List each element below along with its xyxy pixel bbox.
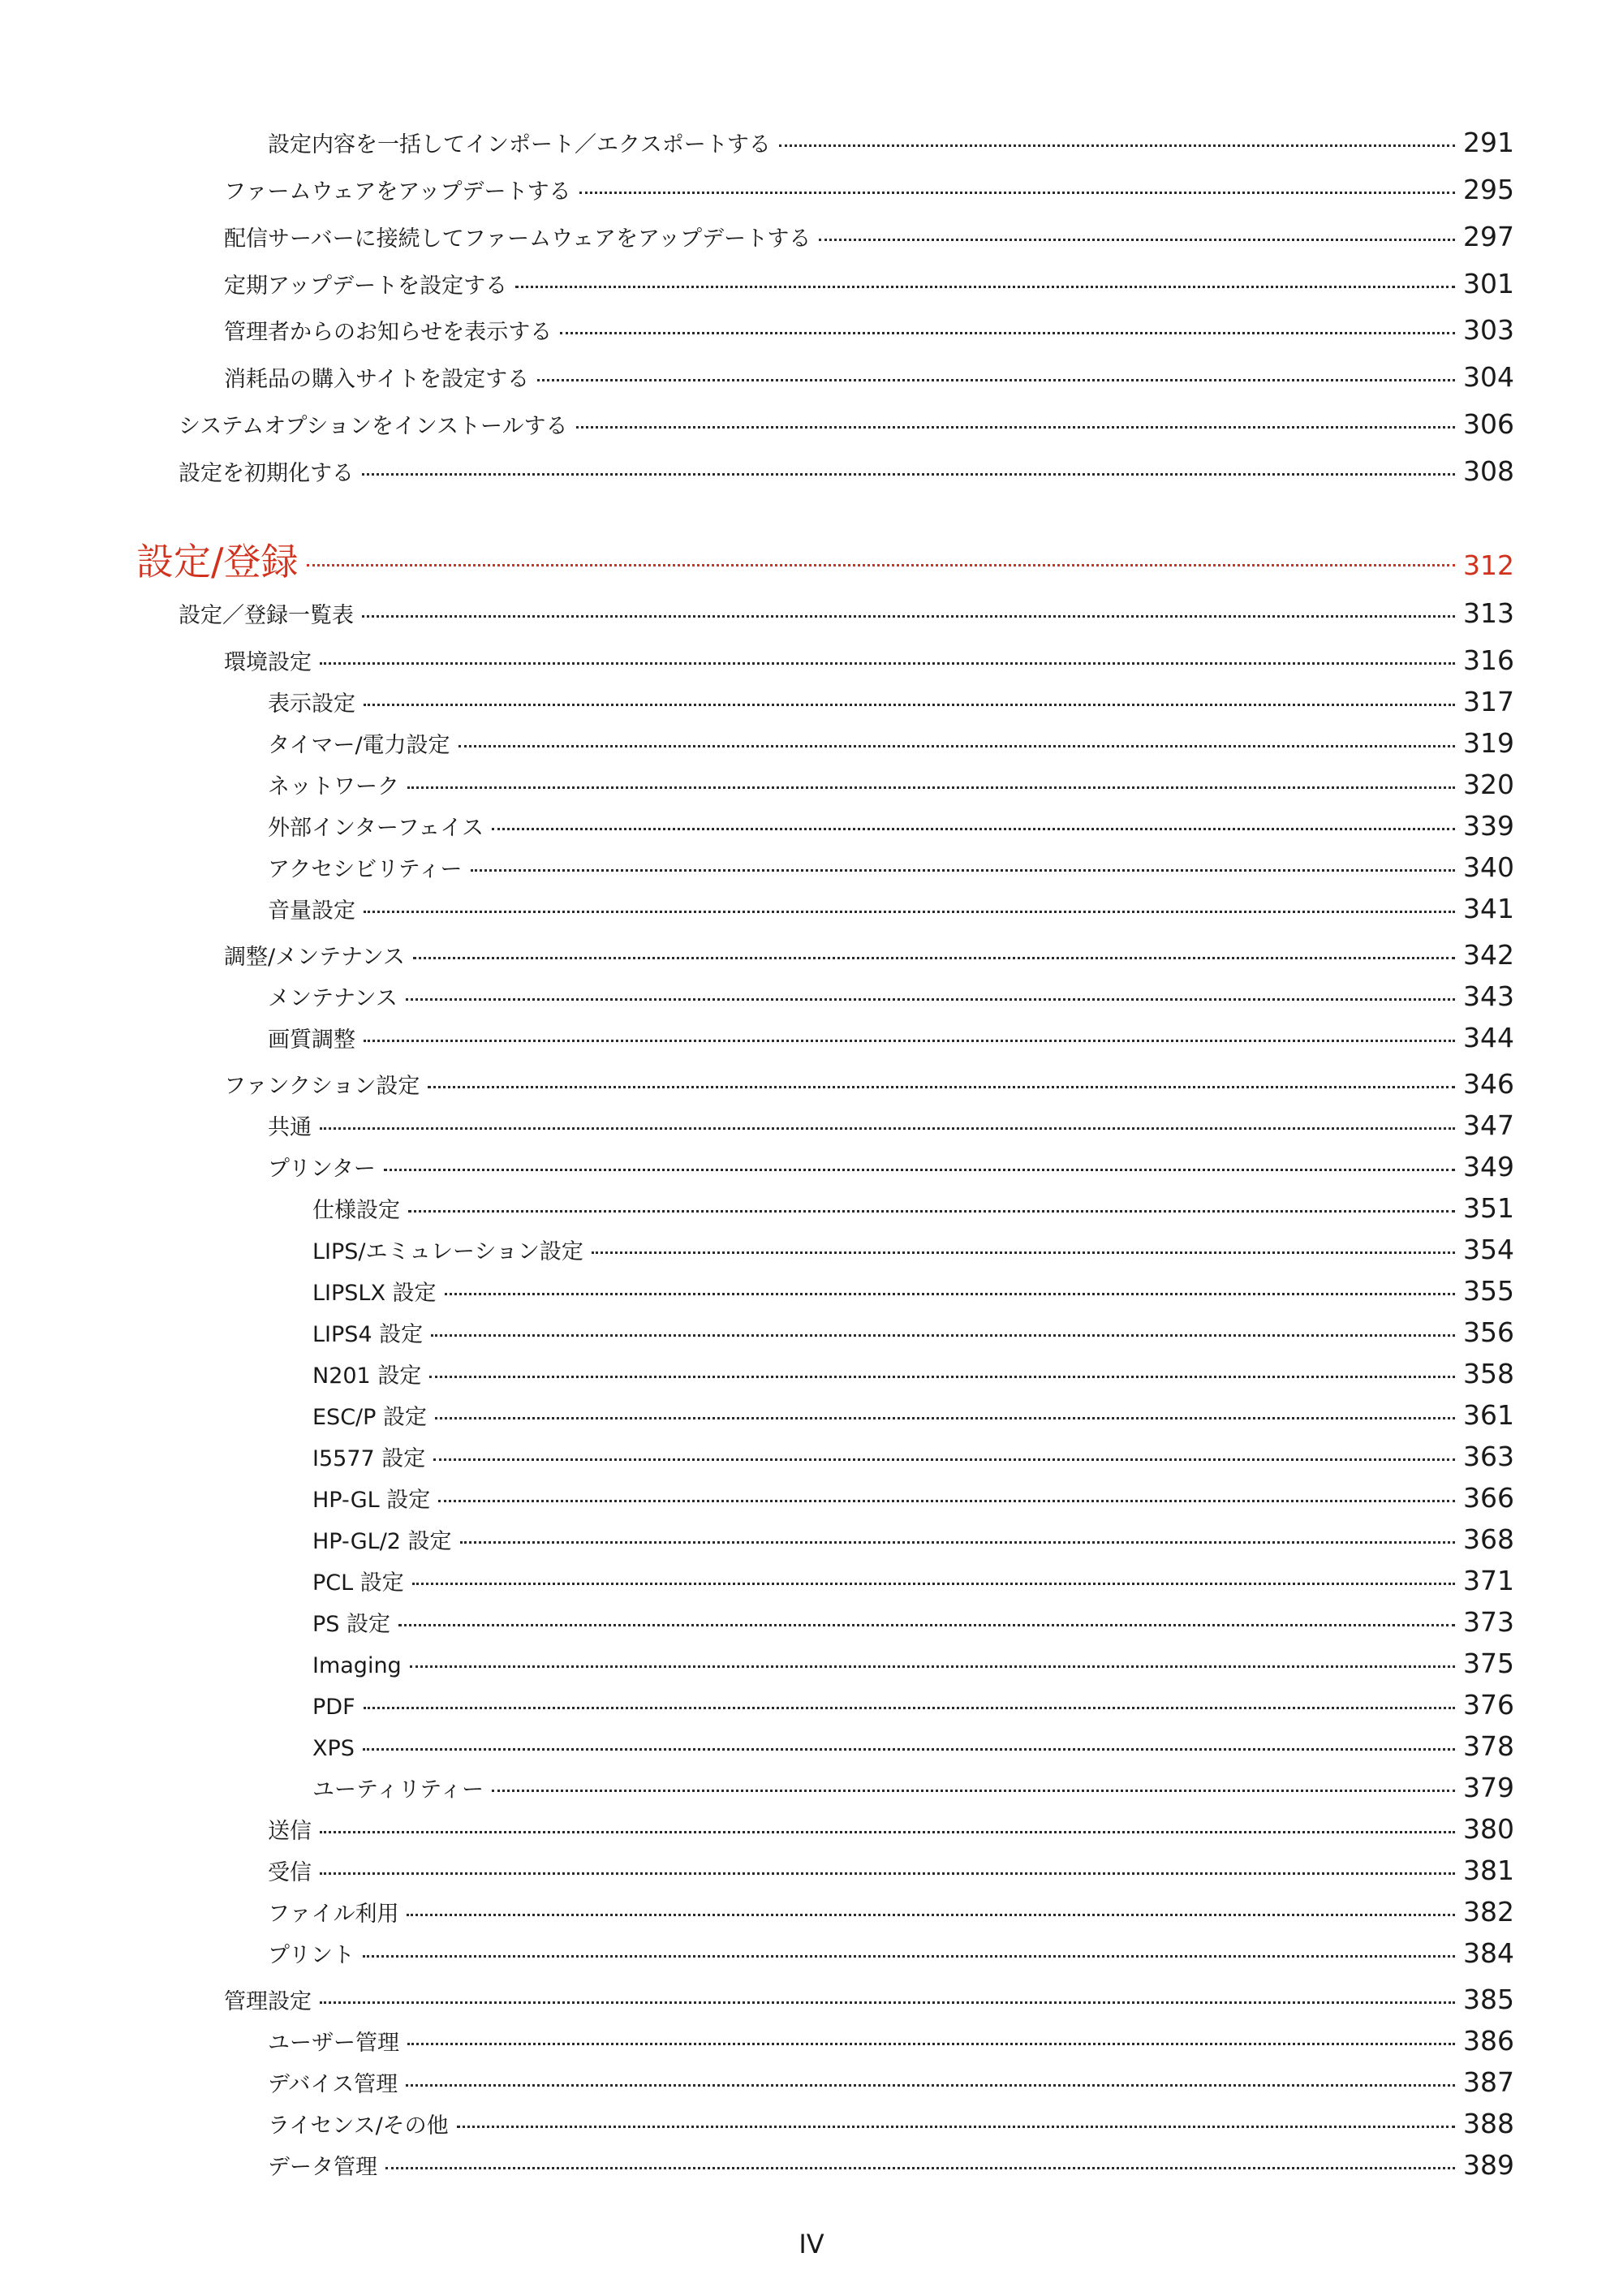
toc-entry[interactable] — [268, 769, 1514, 800]
toc-entry-page: 351 — [1463, 1192, 1514, 1224]
toc-entry-page: 304 — [1463, 361, 1514, 393]
toc-entry-title: ファームウェアをアップデートする — [224, 179, 571, 205]
toc-entry-page: 354 — [1463, 1234, 1514, 1265]
toc-entry[interactable] — [312, 1441, 1514, 1472]
toc-entry-title: プリント — [268, 1943, 355, 1968]
toc-entry-page: 389 — [1463, 2149, 1514, 2181]
toc-entry[interactable] — [268, 893, 1514, 924]
dot-leader — [779, 144, 1455, 147]
toc-entry[interactable] — [224, 314, 1514, 346]
toc-entry-page: 358 — [1463, 1358, 1514, 1389]
toc-entry-page: 317 — [1463, 686, 1514, 717]
toc-entry[interactable] — [312, 1648, 1514, 1679]
dot-leader — [364, 704, 1455, 706]
toc-entry-page: 343 — [1463, 980, 1514, 1012]
dot-leader — [579, 192, 1455, 194]
chapter-page: 312 — [1463, 549, 1514, 581]
toc-entry-page: 340 — [1463, 851, 1514, 883]
toc-entry-title: HP-GL/2 設定 — [312, 1529, 452, 1554]
toc-entry-title: 画質調整 — [268, 1027, 355, 1053]
toc-entry-title: PS 設定 — [312, 1612, 391, 1637]
toc-entry[interactable] — [224, 1068, 1514, 1100]
toc-entry[interactable] — [224, 221, 1514, 252]
toc-entry[interactable] — [224, 361, 1514, 393]
dot-leader — [362, 473, 1455, 476]
toc-entry[interactable] — [268, 980, 1514, 1012]
toc-entry-page: 313 — [1463, 597, 1514, 629]
toc-entry-title: LIPS/エミュレーション設定 — [312, 1239, 583, 1264]
toc-entry[interactable] — [312, 1234, 1514, 1265]
dot-leader — [560, 332, 1455, 334]
toc-entry-title: 配信サーバーに接続してファームウェアをアップデートする — [224, 226, 812, 252]
toc-entry[interactable] — [268, 1151, 1514, 1182]
dot-leader — [457, 2126, 1455, 2128]
toc-entry-title: 定期アップデートを設定する — [224, 274, 508, 299]
toc-entry-page: 291 — [1463, 127, 1514, 158]
toc-entry[interactable] — [268, 2149, 1514, 2181]
dot-leader — [320, 2001, 1455, 2004]
toc-entry-page: 380 — [1463, 1813, 1514, 1845]
toc-entry-page: 387 — [1463, 2066, 1514, 2098]
toc-entry-title: 環境設定 — [224, 650, 312, 675]
toc-entry[interactable] — [268, 1109, 1514, 1141]
dot-leader — [408, 1210, 1455, 1213]
dot-leader — [438, 1500, 1455, 1502]
toc-entry[interactable] — [312, 1399, 1514, 1431]
toc-entry[interactable] — [312, 1316, 1514, 1348]
toc-entry-title: ESC/P 設定 — [312, 1405, 428, 1430]
dot-leader — [537, 379, 1455, 381]
dot-leader — [471, 869, 1456, 872]
toc-entry-page: 320 — [1463, 769, 1514, 800]
toc-entry-page: 371 — [1463, 1565, 1514, 1596]
toc-entry-page: 297 — [1463, 221, 1514, 252]
dot-leader — [819, 239, 1455, 241]
toc-entry[interactable] — [312, 1482, 1514, 1514]
toc-entry[interactable] — [268, 1896, 1514, 1928]
toc-entry[interactable] — [312, 1606, 1514, 1638]
dot-leader — [431, 1334, 1455, 1337]
toc-entry-title: ライセンス/その他 — [268, 2113, 449, 2139]
toc-entry-page: 295 — [1463, 174, 1514, 205]
dot-leader — [307, 564, 1456, 566]
dot-leader — [515, 286, 1455, 288]
toc-entry-page: 375 — [1463, 1648, 1514, 1679]
toc-entry-title: 送信 — [268, 1819, 312, 1844]
toc-entry-title: 表示設定 — [268, 691, 355, 717]
dot-leader — [576, 426, 1455, 429]
toc-entry-page: 385 — [1463, 1984, 1514, 2015]
dot-leader — [398, 1624, 1455, 1626]
toc-entry[interactable] — [268, 810, 1514, 842]
toc-entry[interactable] — [312, 1772, 1514, 1803]
toc-entry-title: アクセシビリティー — [268, 857, 463, 882]
toc-entry-title: 管理者からのお知らせを表示する — [224, 320, 553, 345]
dot-leader — [406, 2084, 1455, 2087]
toc-entry-title: 設定内容を一括してインポート／エクスポートする — [268, 132, 771, 157]
toc-entry-page: 341 — [1463, 893, 1514, 924]
toc-entry[interactable] — [268, 1813, 1514, 1845]
toc-entry-page: 319 — [1463, 727, 1514, 759]
toc-entry[interactable] — [224, 1984, 1514, 2015]
toc-entry-title: ユーティリティー — [312, 1777, 484, 1803]
toc-entry-title: ファンクション設定 — [224, 1074, 420, 1099]
toc-chapter-heading[interactable] — [136, 532, 1514, 586]
toc-entry-title: XPS — [312, 1736, 355, 1761]
toc-entry-title: PDF — [312, 1695, 355, 1720]
toc-entry-page: 316 — [1463, 644, 1514, 676]
toc-entry-page: 384 — [1463, 1937, 1514, 1969]
dot-leader — [385, 2167, 1455, 2169]
toc-entry-page: 355 — [1463, 1275, 1514, 1307]
toc-entry-title: N201 設定 — [312, 1363, 422, 1389]
toc-entry[interactable] — [312, 1565, 1514, 1596]
toc-entry-title: 共通 — [268, 1115, 312, 1140]
toc-entry[interactable] — [224, 644, 1514, 676]
dot-leader — [363, 1955, 1455, 1958]
dot-leader — [435, 1417, 1455, 1419]
toc-entry-page: 379 — [1463, 1772, 1514, 1803]
toc-entry[interactable] — [268, 1854, 1514, 1886]
toc-entry-title: 設定／登録一覧表 — [179, 603, 354, 628]
dot-leader — [363, 1748, 1455, 1751]
toc-entry[interactable] — [312, 1730, 1514, 1762]
toc-entry-title: LIPS4 設定 — [312, 1322, 424, 1347]
toc-entry-title: 調整/メンテナンス — [224, 945, 405, 970]
toc-entry[interactable] — [268, 1022, 1514, 1053]
toc-entry-title: 設定を初期化する — [179, 461, 354, 486]
toc-entry-page: 388 — [1463, 2108, 1514, 2139]
toc-entry[interactable] — [312, 1523, 1514, 1555]
toc-entry-title: 管理設定 — [224, 1989, 312, 2014]
dot-leader — [413, 957, 1455, 959]
toc-entry-page: 301 — [1463, 268, 1514, 299]
dot-leader — [384, 1169, 1455, 1171]
toc-entry[interactable] — [268, 851, 1514, 883]
toc-entry-title: システムオプションをインストールする — [179, 414, 568, 439]
dot-leader — [458, 745, 1455, 747]
toc-entry-title: デバイス管理 — [268, 2072, 398, 2097]
toc-entry[interactable] — [179, 455, 1514, 487]
toc-entry-title: 受信 — [268, 1860, 312, 1885]
dot-leader — [592, 1251, 1455, 1254]
toc-entry[interactable] — [268, 1937, 1514, 1969]
toc-entry-page: 347 — [1463, 1109, 1514, 1141]
toc-entry-page: 303 — [1463, 314, 1514, 346]
dot-leader — [428, 1086, 1455, 1088]
dot-leader — [410, 1665, 1455, 1668]
toc-entry[interactable] — [268, 127, 1514, 158]
chapter-title: 設定/登録 — [136, 540, 299, 584]
toc-entry[interactable] — [312, 1689, 1514, 1721]
toc-entry-title: データ管理 — [268, 2155, 377, 2180]
toc-entry-page: 378 — [1463, 1730, 1514, 1762]
toc-entry-page: 339 — [1463, 810, 1514, 842]
toc-entry-page: 346 — [1463, 1068, 1514, 1100]
dot-leader — [407, 1914, 1455, 1916]
toc-entry-page: 363 — [1463, 1441, 1514, 1472]
toc-entry-title: 消耗品の購入サイトを設定する — [224, 367, 530, 392]
toc-entry-title: 外部インターフェイス — [268, 816, 484, 841]
toc-entry[interactable] — [224, 268, 1514, 299]
toc-entry-page: 306 — [1463, 408, 1514, 440]
dot-leader — [433, 1458, 1455, 1461]
dot-leader — [320, 662, 1455, 665]
toc-entry-page: 361 — [1463, 1399, 1514, 1431]
dot-leader — [362, 615, 1455, 618]
toc-entry-title: ファイル利用 — [268, 1902, 399, 1927]
dot-leader — [429, 1376, 1455, 1378]
toc-entry[interactable] — [179, 597, 1514, 629]
toc-entry[interactable] — [224, 939, 1514, 971]
toc-entry-title: ユーザー管理 — [268, 2031, 399, 2056]
toc-entry-page: 376 — [1463, 1689, 1514, 1721]
toc-entry-page: 356 — [1463, 1316, 1514, 1348]
toc-entry-page: 344 — [1463, 1022, 1514, 1053]
toc-entry-title: タイマー/電力設定 — [268, 733, 450, 758]
dot-leader — [460, 1541, 1455, 1544]
toc-entry[interactable] — [224, 174, 1514, 205]
toc-entry[interactable] — [268, 727, 1514, 759]
toc-entry-title: 音量設定 — [268, 898, 355, 924]
dot-leader — [492, 1790, 1455, 1792]
toc-entry-title: Imaging — [312, 1653, 402, 1678]
dot-leader — [407, 2043, 1455, 2045]
dot-leader — [406, 998, 1455, 1001]
toc-entry-page: 349 — [1463, 1151, 1514, 1182]
toc-entry[interactable] — [312, 1275, 1514, 1307]
toc-entry-title: PCL 設定 — [312, 1570, 404, 1596]
toc-entry[interactable] — [312, 1192, 1514, 1224]
toc-entry-page: 342 — [1463, 939, 1514, 971]
dot-leader — [364, 1040, 1455, 1042]
dot-leader — [412, 1583, 1455, 1585]
dot-leader — [364, 911, 1455, 913]
toc-entry-page: 373 — [1463, 1606, 1514, 1638]
toc-entry-page: 366 — [1463, 1482, 1514, 1514]
toc-entry[interactable] — [268, 2025, 1514, 2057]
toc-entry[interactable] — [312, 1358, 1514, 1389]
toc-entry[interactable] — [268, 686, 1514, 717]
dot-leader — [320, 1127, 1455, 1130]
toc-entry[interactable] — [268, 2108, 1514, 2139]
toc-entry-title: HP-GL 設定 — [312, 1488, 431, 1513]
toc-entry-page: 382 — [1463, 1896, 1514, 1928]
toc-entry[interactable] — [268, 2066, 1514, 2098]
toc-entry-page: 381 — [1463, 1854, 1514, 1886]
toc-entry-title: ネットワーク — [268, 774, 399, 799]
toc-entry-title: プリンター — [268, 1157, 376, 1182]
dot-leader — [492, 828, 1455, 830]
dot-leader — [320, 1831, 1455, 1833]
toc-entry-title: メンテナンス — [268, 986, 398, 1011]
toc-entry-title: I5577 設定 — [312, 1446, 426, 1471]
toc-entry[interactable] — [179, 408, 1514, 440]
toc-entry-page: 368 — [1463, 1523, 1514, 1555]
toc-entry-title: LIPSLX 設定 — [312, 1281, 437, 1306]
dot-leader — [407, 786, 1455, 789]
toc-entry-title: 仕様設定 — [312, 1198, 400, 1223]
toc-entry-page: 386 — [1463, 2025, 1514, 2057]
dot-leader — [364, 1707, 1455, 1709]
page-number-footer: IV — [799, 2229, 824, 2259]
dot-leader — [445, 1293, 1455, 1295]
dot-leader — [320, 1872, 1455, 1875]
toc-entry-page: 308 — [1463, 455, 1514, 487]
